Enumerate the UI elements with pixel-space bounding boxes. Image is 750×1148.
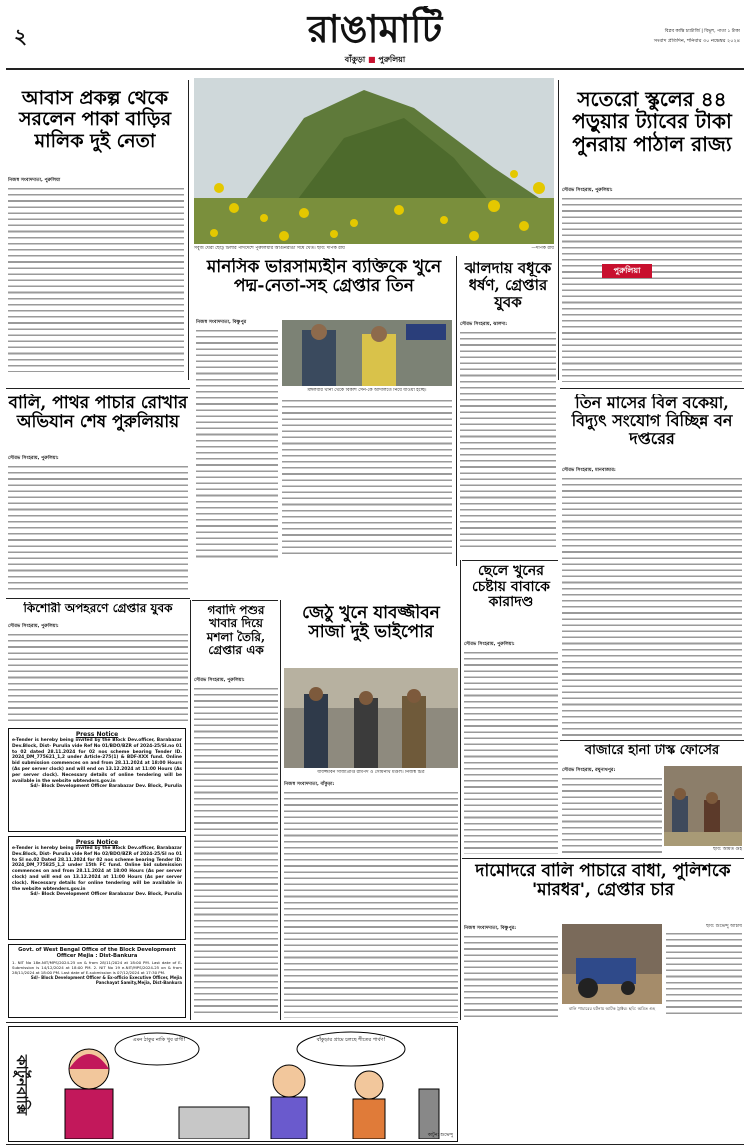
notice2-sign: Sd/- Block Development Officer Barabazar Dev. Block, Purulia [30, 892, 182, 898]
section-rule [6, 388, 190, 389]
story6-byline: সৌরভ সিংহরায়, মানবাজার: [562, 468, 616, 473]
cartoon-bubble-2: বাঁকুড়ার গ্রামে চলছে শীতের পার্বণ! [316, 1037, 386, 1043]
notice1-title: Press Notice [75, 731, 119, 738]
story9-byline: নিজস্ব সংবাদদাতা, বাঁকুড়া: [284, 782, 335, 787]
story2-tag: পুরুলিয়া [602, 264, 652, 278]
col-rule [188, 80, 189, 380]
footer-rule [6, 1144, 744, 1145]
story1-body [8, 176, 184, 372]
govt-notice [8, 944, 186, 1018]
story11-headline: বাজারে হানা টাস্ক ফোর্সের [584, 744, 720, 758]
cartoon-artist: কার্টুন: শুভেন্দু [427, 1133, 453, 1138]
story3-byline: নিজস্ব সংবাদদাতা, বিষ্ণুপুর [196, 320, 247, 325]
notice2-text: e-Tender is hereby being invited by the Block Dev.officer, Barabazar Dev.Block, Dist- Purulia vide Ref No 02/BDO/BZR of 2024-25/SI no 01 to SI no.02 Dated 28.11.2024 for 02 nos scheme bearing Tender ID: 2024_DM_775825_1,2 under 15th FC fund. Online bid submission commences on and from 28.11.2024 at 18:00 Hours (As per server clock) and will end on 13.12.2024 at 11:00 Hours (As per server clock). Necessary details for online tendering will be available in the website wbtenders.gov.in [12, 846, 182, 892]
main-photo-caption: সবুজ ঘেরা ছোট্ট টিলার পাদদেশে পুরুলিয়ার আগুনরাঙা সর্ষে খেত। ছবি: দীপক রায় [194, 246, 345, 251]
story9-body [284, 780, 458, 1018]
story7-byline: সৌরভ সিংহরায়, পুরুলিয়া: [8, 624, 59, 629]
story2-body [562, 186, 742, 382]
story7-headline: কিশোরী অপহরণে গ্রেপ্তার যুবক [23, 602, 173, 615]
story9-photo-caption: যাবজ্জীবন সাজাপ্রাপ্ত রামপদ ও সোমনাথ মণ্ডল। নিজস্ব চিত্র [317, 770, 425, 775]
story5-body [8, 454, 188, 592]
cartoon-strip [8, 1026, 458, 1142]
story12-photo [562, 924, 662, 1004]
section-rule [462, 560, 558, 561]
story12-photo-caption: বালি পাচারের ঘটনায় আটক ট্রাক্টর। ছবি: অমিত গুহ [568, 1006, 656, 1011]
story11-byline: সৌরভ সিংহরায়, রঘুনাথপুর: [562, 768, 616, 773]
notice3-title: Govt. of West Bengal Office of the Block Development Officer Mejia : Dist-Bankura [18, 947, 176, 960]
notice2-title: Press Notice [75, 839, 119, 846]
story3-body-left [196, 318, 278, 558]
story5-byline: সৌরভ সিংহরায়, পুরুলিয়া: [8, 456, 59, 461]
story3-headline: মানসিক ভারসাম্যহীন ব্যক্তিকে খুনে পদ্ম-নেতা-সহ গ্রেপ্তার তিন [206, 258, 442, 297]
notice3-text: 1. NIT No 18e-NIT/MPS/2024-25 on & from 28/11/2024 at 18:00 PM. Last date of E-Submission is 14/12/2024 at 18:00 PM. 2. NIT No 19 e-NIT/MPS/2024-25 on & from 28/11/2024 at 18:00 PM. Last date of E-submission is 07/12/2024 at 17:30 PM. [12, 959, 182, 975]
cartoon-label: কার্টুনবাক্সি [13, 1055, 31, 1115]
notice3-sign: Sd/- Block Development Officer & Ex-officio Executive Officer, Mejia Panchayat Samity,Mejia, Dist-Bankura [30, 974, 182, 985]
story2-byline: সৌরভ সিংহরায়, পুরুলিয়া: [562, 188, 613, 193]
story8-byline: সৌরভ সিংহরায়, পুরুলিয়া: [194, 678, 245, 683]
story7-body [8, 622, 188, 722]
story11-body [562, 766, 662, 854]
col-rule [190, 600, 191, 1020]
story12-body-right [666, 924, 742, 1018]
main-photo [194, 78, 554, 244]
story4-byline: সৌরভ সিংহরায়, ঝালদা: [460, 322, 508, 327]
story8-body [194, 676, 278, 1016]
story2-headline: সতেরো স্কুলের ৪৪ পড়ুয়ার ট্যাবের টাকা পুনরায় পাঠাল রাজ্য [572, 88, 732, 156]
col-rule [280, 600, 281, 1020]
story5-headline: বালি, পাথর পাচার রোখার অভিযান শেষ পুরুলিয়ায় [8, 394, 188, 433]
story10-headline: ছেলে খুনের চেষ্টায় বাবাকে কারাদণ্ড [472, 564, 550, 611]
masthead-info-2: সংবাদ প্রতিদিন, শনিবার ৩০ নভেম্বর ২০২৪ [653, 38, 740, 44]
story12-body-left [464, 924, 558, 1018]
story12-credit-right: ছবি: শুভেন্দু আচার্য [706, 924, 742, 929]
story3-photo [282, 320, 452, 386]
story11-photo [664, 766, 742, 846]
story6-body [562, 466, 742, 736]
story3-photo-caption: মঙ্গলবার থানা থেকে বিকাশ সেন-কে আদালতে নিয়ে যাওয়া হচ্ছে। [307, 388, 427, 393]
masthead-title: রাঙামাটি [307, 6, 443, 51]
section-rule [192, 600, 278, 601]
cartoon-bubble-1: এমন ঠাকুর নাকি খুব রাগী! [132, 1037, 186, 1043]
story10-byline: সৌরভ সিংহরায়, পুরুলিয়া: [464, 642, 515, 647]
story1-byline: নিজস্ব সংবাদদাতা, পুরুলিয়া [8, 178, 61, 183]
story9-photo [284, 668, 458, 768]
main-photo-credit: —দীপক রায় [531, 246, 554, 251]
masthead-district-left: বাঁকুড়া [344, 55, 366, 64]
col-rule [558, 80, 559, 380]
story3-body-right [282, 398, 452, 558]
section-rule [462, 858, 744, 859]
story11-photo-credit: ছবি: অমিত গুহ [713, 847, 742, 852]
story4-headline: ঝালদায় বধূকে ধর্ষণ, গ্রেপ্তার যুবক [464, 260, 552, 311]
section-rule [560, 388, 744, 389]
section-rule [6, 1022, 458, 1023]
notice1-text: e-Tender is hereby being invited by the Block Dev.officer, Barabazar Dev.Block, Dist- Purulia vide Ref No 01/BDO/BZR of 2024-25/SI.no 01 to 02 dated 28.11.2024 for 02 nos scheme bearing Tender ID. 2024_DM_775621_1,2 under Article-275(1) & BDF-XXX fund. Online bid submission commences on and from 28.11.2024 at 18:00 Hours (As per server clock) and will end on 13.12.2024 at 11:00 Hours (As per server clock). Necessary details of online tendering will be available in the website wbtenders.gov.in [12, 738, 182, 784]
col-rule [460, 560, 461, 1020]
story4-body [460, 320, 556, 550]
press-notice-2 [8, 836, 186, 940]
press-notice-1 [8, 728, 186, 832]
masthead-subtitle [310, 54, 440, 66]
page-number: ২ [14, 24, 28, 48]
story9-headline: জেঠু খুনে যাবজ্জীবন সাজা দুই ভাইপোর [302, 604, 440, 643]
story1-headline: আবাস প্রকল্প থেকে সরলেন পাকা বাড়ির মালিক দুই নেতা [18, 88, 172, 152]
story10-body [464, 640, 558, 854]
section-rule [560, 740, 744, 741]
story12-byline: নিজস্ব সংবাদদাতা, বিষ্ণুপুর: [464, 926, 517, 931]
masthead-district-right: পুরুলিয়া [378, 55, 406, 64]
story12-headline: দামোদরে বালি পাচারে বাধা, পুলিশকে 'মারধর', গ্রেপ্তার চার [475, 862, 731, 901]
story6-headline: তিন মাসের বিল বকেয়া, বিদ্যুৎ সংযোগ বিচ্ছিন্ন বন দপ্তরের [571, 394, 733, 448]
story8-headline: গবাদি পশুর খাবার দিয়ে মশলা তৈরি, গ্রেপ্তার এক [206, 604, 266, 658]
separator-dot-icon: ■ [367, 55, 376, 64]
notice1-sign: Sd/- Block Development Officer Barabazar Dev. Block, Purulia [30, 784, 182, 790]
masthead-info-1: বিপ্লব কান্তি চ্যাটার্জি | বিভূশ, পাতা ১ টাকা [664, 29, 740, 34]
col-rule [456, 256, 457, 566]
section-rule [6, 598, 190, 599]
masthead-rule [6, 68, 744, 70]
